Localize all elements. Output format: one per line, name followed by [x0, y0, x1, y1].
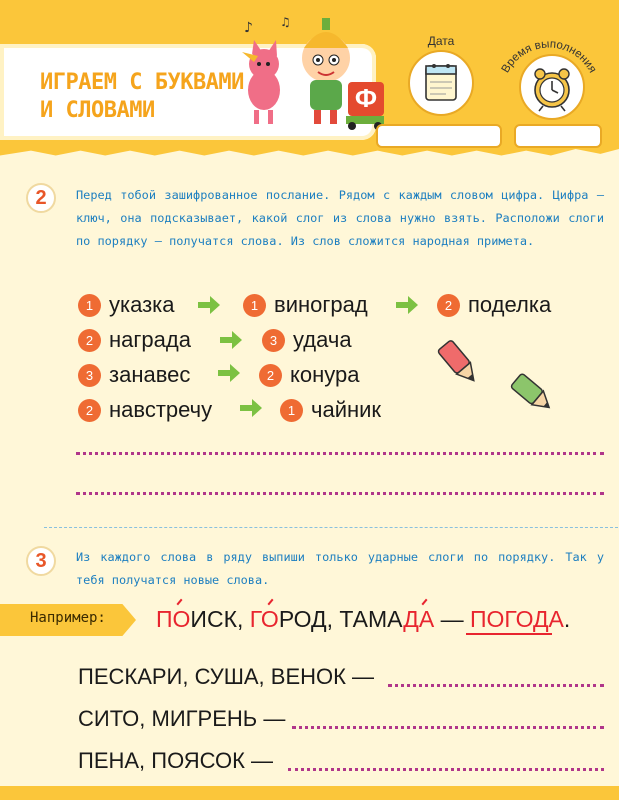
svg-text:♫: ♫: [280, 15, 291, 29]
bottom-strip: [0, 786, 619, 800]
cipher-item: [78, 360, 190, 390]
cipher-word: удача: [293, 327, 352, 352]
answer-line-4[interactable]: [292, 726, 604, 729]
word-row-1: ПЕСКАРИ, СУША, ВЕНОК —: [78, 664, 375, 689]
key-badge: 1: [243, 294, 266, 317]
word-row-2: СИТО, МИГРЕНЬ —: [78, 706, 286, 731]
green-pencil-icon: [510, 372, 556, 416]
example-dash: —: [434, 606, 470, 632]
cipher-word: поделка: [468, 292, 552, 317]
arrow-right-icon: [218, 363, 240, 383]
key-badge: 1: [78, 294, 101, 317]
cipher-item: [437, 290, 551, 320]
cipher-word: чайник: [311, 397, 382, 422]
example-label: Например:: [30, 610, 106, 626]
answer-line-5[interactable]: [288, 768, 604, 771]
clock-badge: [519, 54, 585, 120]
date-label: Дата: [427, 34, 455, 48]
answer-line-2[interactable]: [76, 492, 604, 495]
cipher-word: навстречу: [109, 397, 213, 422]
cipher-item: [280, 395, 381, 425]
cipher-word: виноград: [274, 292, 368, 317]
task-3-instructions: Из каждого слова в ряду выпиши только ударные слоги по порядку. Так у тебя получатся новые слова.: [76, 550, 604, 587]
key-badge: 3: [262, 329, 285, 352]
cipher-word: занавес: [109, 362, 191, 387]
svg-text:♪: ♪: [244, 20, 253, 36]
calendar-icon: [410, 52, 472, 114]
mascot-illustration: [236, 12, 388, 130]
cipher-item: [78, 325, 191, 355]
word-row-3: ПЕНА, ПОЯСОК —: [78, 748, 274, 773]
task-3-number: 3: [26, 546, 56, 576]
example-text: ИСК,: [190, 606, 250, 632]
key-badge: 2: [78, 399, 101, 422]
example-answer-underline: [466, 633, 552, 635]
answer-line-1[interactable]: [76, 452, 604, 455]
date-field[interactable]: [376, 124, 502, 148]
calendar-badge: [408, 50, 474, 116]
arrow-right-icon: [240, 398, 262, 418]
arrow-right-icon: [220, 330, 242, 350]
stressed-syllable: ПО: [156, 606, 191, 632]
example-period: .: [563, 606, 571, 632]
cipher-word: награда: [109, 327, 191, 352]
key-badge: 2: [259, 364, 282, 387]
alarm-clock-icon: [521, 56, 583, 118]
cipher-item: [78, 395, 212, 425]
section-divider: [44, 527, 618, 528]
key-badge: 1: [280, 399, 303, 422]
page-title-line-1: ИГРАЕМ С БУКВАМИ: [40, 70, 244, 95]
red-pencil-icon: [436, 338, 482, 388]
cipher-item: [262, 325, 352, 355]
task-2-number: 2: [26, 183, 56, 213]
key-badge: 3: [78, 364, 101, 387]
cipher-item: [78, 290, 175, 320]
stressed-syllable: ГО: [249, 606, 279, 632]
arrow-right-icon: [396, 295, 418, 315]
cipher-word: конура: [290, 362, 360, 387]
stressed-syllable: ДА: [403, 606, 435, 632]
example-text: РОД, ТАМА: [278, 606, 404, 632]
cipher-word: указка: [109, 292, 175, 317]
example-sentence: [156, 606, 570, 633]
answer-line-3[interactable]: [388, 684, 604, 687]
time-field[interactable]: [514, 124, 602, 148]
key-badge: 2: [78, 329, 101, 352]
arrow-right-icon: [198, 295, 220, 315]
cipher-item: [243, 290, 368, 320]
time-label: Время выполнения: [499, 38, 599, 76]
cipher-item: [259, 360, 359, 390]
page-title-line-2: И СЛОВАМИ: [40, 98, 155, 123]
svg-text:Ф: Ф: [354, 83, 378, 113]
task-2-instructions: Перед тобой зашифрованное послание. Рядом с каждым словом цифра. Цифра — ключ, она подсказывает, какой слог из слова нужно взять. Расположи слоги по порядку — получатся слова. Из слов сложится народная примета.: [76, 188, 604, 248]
example-answer: ПОГОДА: [469, 606, 564, 632]
key-badge: 2: [437, 294, 460, 317]
